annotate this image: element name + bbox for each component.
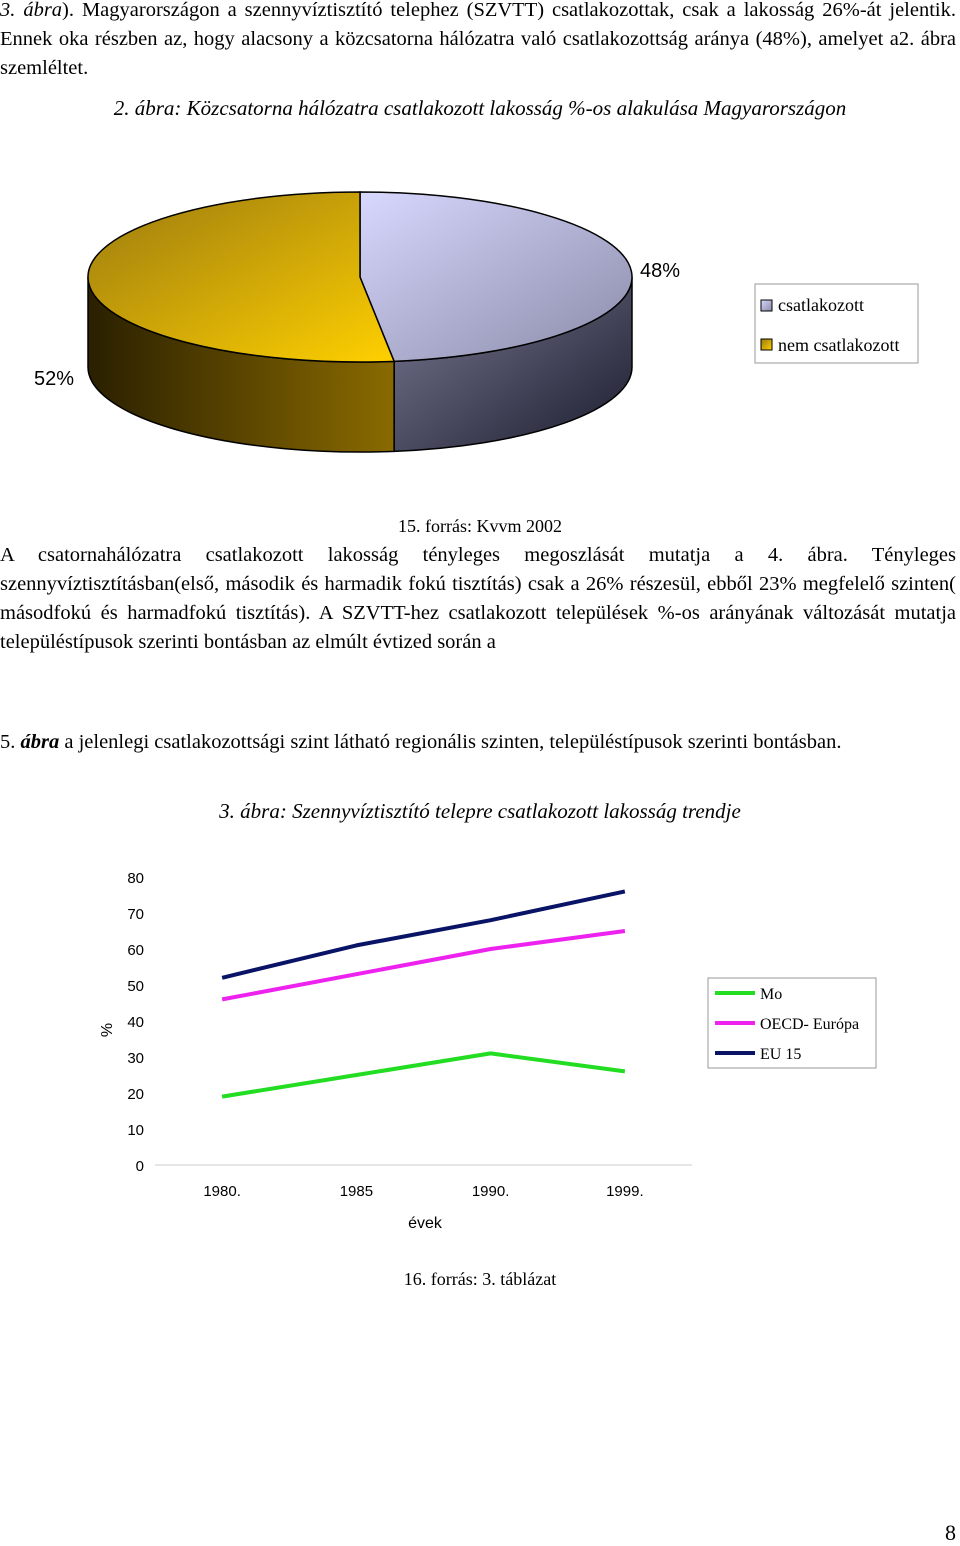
legend-swatch-nem-csatlakozott [761,339,772,350]
series-line [222,891,625,977]
x-tick-label: 1990. [471,1183,510,1200]
para3-prefix: 5. [0,731,21,753]
legend-series-label: Mo [760,986,783,1003]
y-tick-label: 80 [127,870,144,887]
pie-label-52: 52% [34,368,75,390]
x-axis-label: évek [408,1215,442,1232]
y-tick-label: 10 [127,1122,144,1139]
figure-3-source: 16. forrás: 3. táblázat [403,1269,557,1289]
series-line [222,1053,625,1096]
y-tick-label: 30 [127,1050,144,1067]
line-chart [0,850,960,1270]
pie-label-48: 48% [640,260,681,282]
para3-text: a jelenlegi csatlakozottsági szint látható regionális szinten, településtípusok szerinti bontásban. [59,731,842,753]
figure-3-caption: 3. ábra: Szennyvíztisztító telepre csatlakozott lakosság trendje [219,799,741,823]
x-tick-label: 1999. [606,1183,644,1200]
legend-swatch-csatlakozott [761,300,772,311]
legend-label-nem-csatlakozott: nem csatlakozott [778,335,900,355]
y-tick-label: 70 [127,906,144,923]
pie-legend [755,284,918,363]
figure-2-source: 15. forrás: Kvvm 2002 [398,516,562,536]
x-tick-label: 1985 [339,1183,374,1200]
legend-series-label: EU 15 [760,1046,802,1063]
line-legend [708,978,876,1068]
body-paragraph-3 [0,728,956,757]
para3-bold: ábra [20,731,60,753]
legend-label-csatlakozott: csatlakozott [778,295,864,315]
legend-series-label: OECD- Európa [760,1016,860,1033]
y-tick-label: 60 [127,942,144,959]
intro-text: ). Magyarországon a szennyvíztisztító telephez (SZVTT) csatlakozottak, csak a lakosság 26%-át jelentik. Ennek oka részben az, hogy alacsony a közcsatorna hálózatra való csatlakozottság aránya (48%), amelyet a2. ábra szemléltet. [0,0,956,79]
y-axis-label: % [99,1022,116,1038]
intro-paragraph [0,0,956,83]
y-tick-label: 50 [127,978,144,995]
y-tick-label: 20 [127,1086,144,1103]
page-number: 8 [945,1520,956,1545]
x-tick-label: 1980. [203,1183,241,1200]
pie-chart [0,180,960,500]
intro-lead: 3. ábra [0,0,63,21]
figure-2-caption: 2. ábra: Közcsatorna hálózatra csatlakozott lakosság %-os alakulása Magyarországon [113,96,847,120]
y-tick-label: 0 [135,1158,144,1175]
body-paragraph-2: A csatornahálózatra csatlakozott lakosság tényleges megoszlását mutatja a 4. ábra. Tényleges szennyvíztisztításban(első, második és harmadik fokú tisztítás) csak a 26% részesül, ebből 23% megfelelő szinten( másodfokú és harmadfokú tisztítás). A SZVTT-hez csatlakozott települések %-os arányának változását mutatja településtípusok szerinti bontásban az elmúlt évtized során a [0,544,956,653]
y-tick-label: 40 [127,1014,144,1031]
